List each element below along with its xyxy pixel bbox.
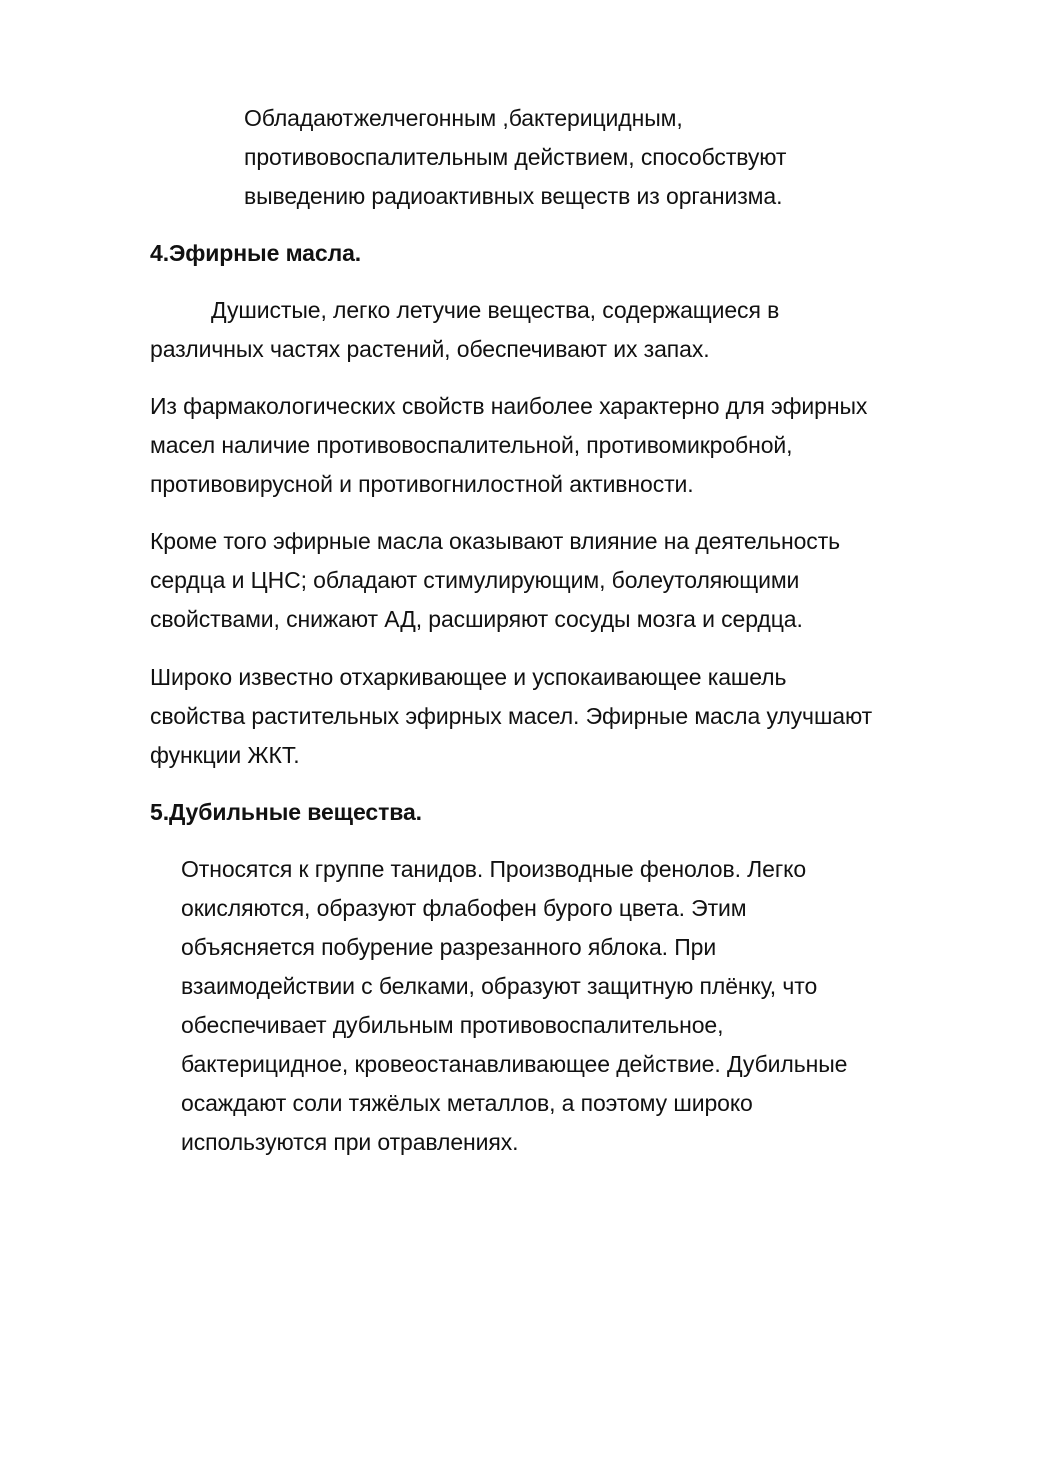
paragraph-line: свойствами, снижают АД, расширяют сосуды мозга и сердца.	[150, 606, 803, 632]
paragraph-line: осаждают соли тяжёлых металлов, а поэтому широко	[181, 1090, 753, 1116]
paragraph-line: противовоспалительным действием, способствуют	[244, 144, 787, 170]
paragraph-line: используются при отравлениях.	[181, 1129, 519, 1155]
paragraph-line: Обладаютжелчегонным ,бактерицидным,	[244, 105, 683, 131]
paragraph-line: Широко известно отхаркивающее и успокаивающее кашель	[150, 664, 787, 690]
paragraph-line: выведению радиоактивных веществ из организма.	[244, 183, 783, 209]
paragraph-line: взаимодействии с белками, образуют защитную плёнку, что	[181, 973, 818, 999]
paragraph-line: сердца и ЦНС; обладают стимулирующим, болеутоляющими	[150, 567, 800, 593]
paragraph-line: Кроме того эфирные масла оказывают влияние на деятельность	[150, 528, 841, 554]
paragraph-line: противовирусной и противогнилостной активности.	[150, 471, 694, 497]
paragraph-line: Относятся к группе танидов. Производные фенолов. Легко	[181, 856, 807, 882]
paragraph-line: масел наличие противовоспалительной, противомикробной,	[150, 432, 793, 458]
paragraph-line: обеспечивает дубильным противовоспалительное,	[181, 1012, 724, 1038]
paragraph-line: Душистые, легко летучие вещества, содержащиеся в	[211, 297, 780, 323]
paragraph-line: Из фармакологических свойств наиболее характерно для эфирных	[150, 393, 868, 419]
section-heading-tannins: 5.Дубильные вещества.	[150, 799, 422, 825]
paragraph-line: окисляются, образуют флабофен бурого цвета. Этим	[181, 895, 747, 921]
paragraph-line: различных частях растений, обеспечивают их запах.	[150, 336, 710, 362]
section-heading-essential-oils: 4.Эфирные масла.	[150, 240, 362, 266]
paragraph-line: свойства растительных эфирных масел. Эфирные масла улучшают	[150, 703, 873, 729]
paragraph-line: объясняется побурение разрезанного яблока. При	[181, 934, 717, 960]
paragraph-line: функции ЖКТ.	[150, 742, 300, 768]
paragraph-line: бактерицидное, кровеостанавливающее действие. Дубильные	[181, 1051, 848, 1077]
